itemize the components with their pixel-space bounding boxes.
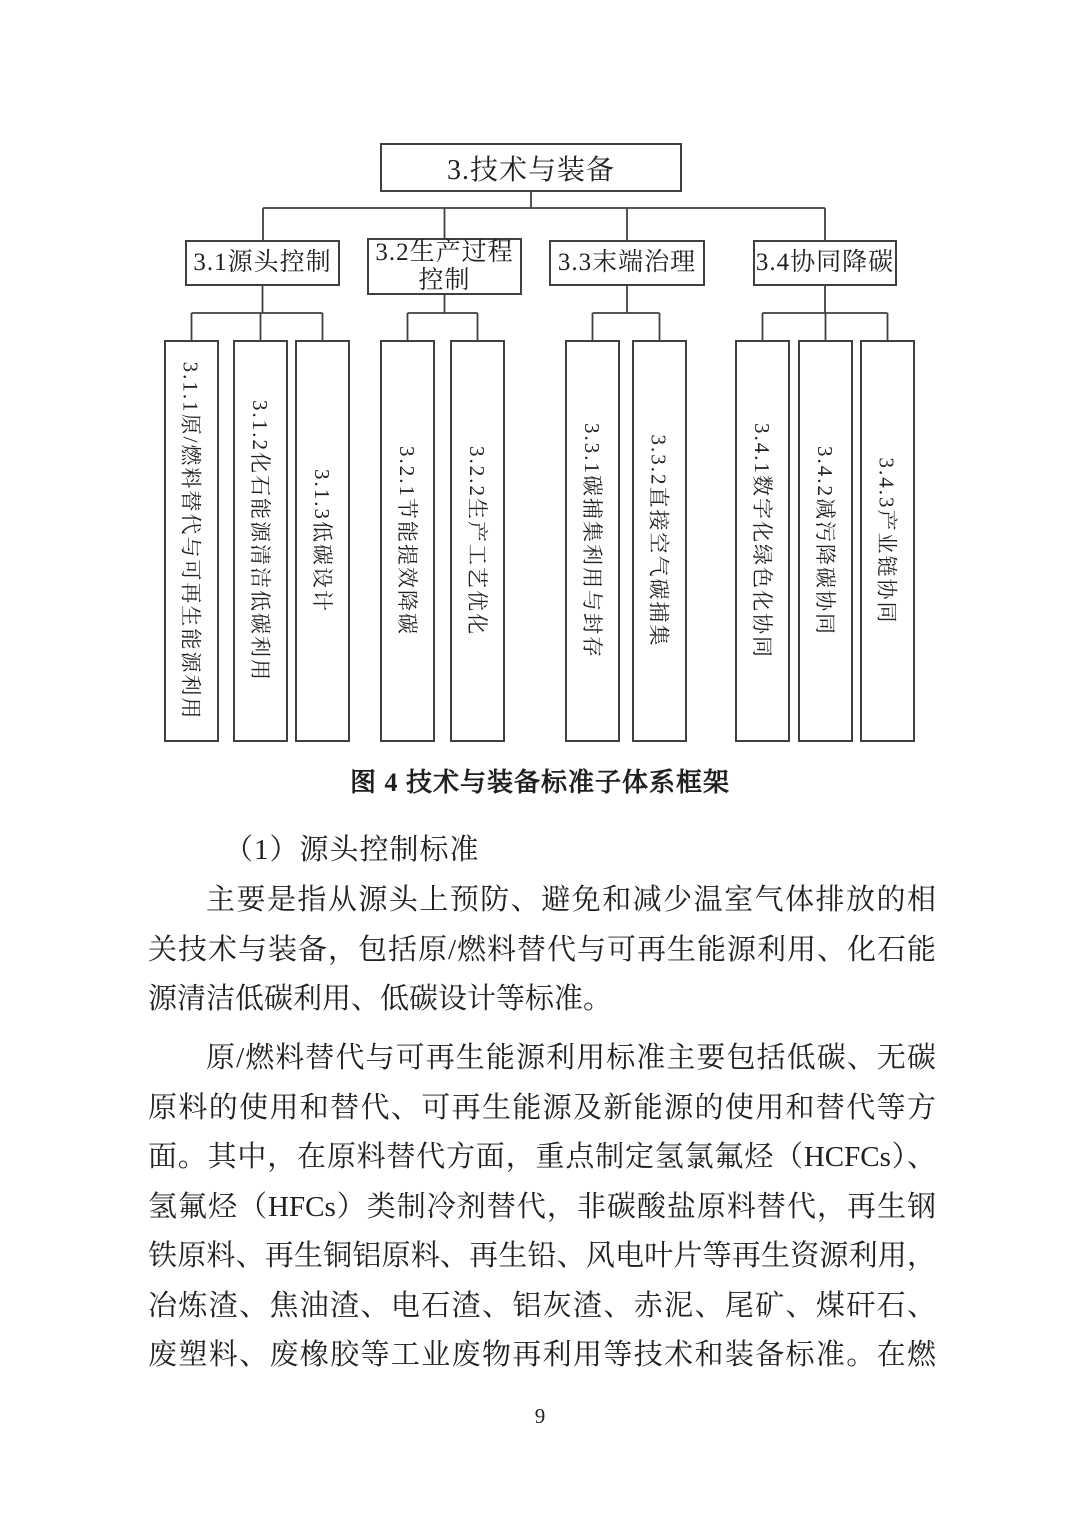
figure-leaf-node-3-4-2 (798, 340, 853, 742)
paragraph-line: 冶炼渣、焦油渣、电石渣、铝灰渣、赤泥、尾矿、煤矸石、 (148, 1289, 936, 1322)
paragraph-line: 源清洁低碳利用、低碳设计等标准。 (148, 983, 613, 1015)
figure-leaf-node-3-1-1 (164, 340, 219, 742)
figure-leaf-label: 3.1.1原/燃料替代与可再生能源利用 (178, 361, 203, 721)
section-heading: （1）源头控制标准 (224, 834, 480, 866)
paragraph-line: 废塑料、废橡胶等工业废物再利用等技术和装备标准。在燃 (148, 1339, 936, 1371)
figure-leaf-node-3-4-3 (860, 340, 915, 742)
paragraph-line: 面。其中，在原料替代方面，重点制定氢氯氟烃（HCFCs）、 (148, 1141, 936, 1173)
figure-leaf-node-3-3-1 (565, 340, 620, 742)
figure-caption: 图 4 技术与装备标准子体系框架 (349, 768, 730, 797)
figure-leaf-node-3-1-2 (233, 340, 288, 742)
figure-leaf-label: 3.3.2直接空气碳捕集 (646, 434, 671, 648)
figure-leaf-label: 3.4.2减污降碳协同 (812, 446, 837, 636)
figure-leaf-node-3-2-2 (450, 340, 505, 742)
figure-leaf-label: 3.4.1数字化绿色化协同 (749, 423, 774, 659)
figure-leaf-node-3-4-1 (735, 340, 790, 742)
figure-leaf-node-3-3-2 (632, 340, 687, 742)
paragraph-line: 主要是指从源头上预防、避免和减少温室气体排放的相 (206, 884, 936, 916)
figure-branch-node-3-4 (753, 240, 897, 286)
paragraph-line: 原料的使用和替代、可再生能源及新能源的使用和替代等方 (148, 1091, 936, 1124)
body-paragraph-2 (148, 1034, 936, 1381)
figure-leaf-node-3-1-3 (295, 340, 350, 742)
figure-branch-label: 3.3末端治理 (557, 249, 697, 276)
figure-leaf-label: 3.4.3产业链协同 (874, 457, 899, 625)
body-paragraph-1 (148, 876, 936, 1025)
figure-branch-node-3-3 (549, 240, 705, 286)
paragraph-line: 原/燃料替代与可再生能源利用标准主要包括低碳、无碳 (206, 1042, 936, 1074)
figure-leaf-label: 3.1.2化石能源清洁低碳利用 (247, 400, 272, 682)
figure-leaf-label: 3.1.3低碳设计 (309, 469, 334, 613)
figure-branch-label: 3.2生产过程 (375, 238, 514, 266)
figure-leaf-label: 3.3.1碳捕集利用与封存 (579, 423, 604, 659)
figure-branch-node-3-1 (185, 240, 340, 286)
figure-leaf-node-3-2-1 (380, 340, 435, 742)
page-number: 9 (534, 1404, 546, 1428)
paragraph-line: 氢氟烃（HFCs）类制冷剂替代，非碳酸盐原料替代，再生钢 (148, 1190, 936, 1223)
figure-branch-label-line2: 控制 (418, 266, 471, 294)
figure-branch-node-3-2 (367, 238, 522, 295)
figure-branch-label: 3.1源头控制 (193, 249, 332, 276)
figure-leaf-label: 3.2.1节能提效降碳 (394, 446, 419, 636)
paragraph-line: 铁原料、再生铜铝原料、再生铅、风电叶片等再生资源利用， (148, 1240, 936, 1272)
figure-root-label: 3.技术与装备 (446, 154, 615, 186)
figure-root-node (380, 143, 682, 192)
paragraph-line: 关技术与装备，包括原/燃料替代与可再生能源利用、化石能 (148, 933, 936, 966)
figure-branch-label: 3.4协同降碳 (755, 249, 895, 276)
figure-leaf-label: 3.2.2生产工艺优化 (464, 446, 489, 636)
